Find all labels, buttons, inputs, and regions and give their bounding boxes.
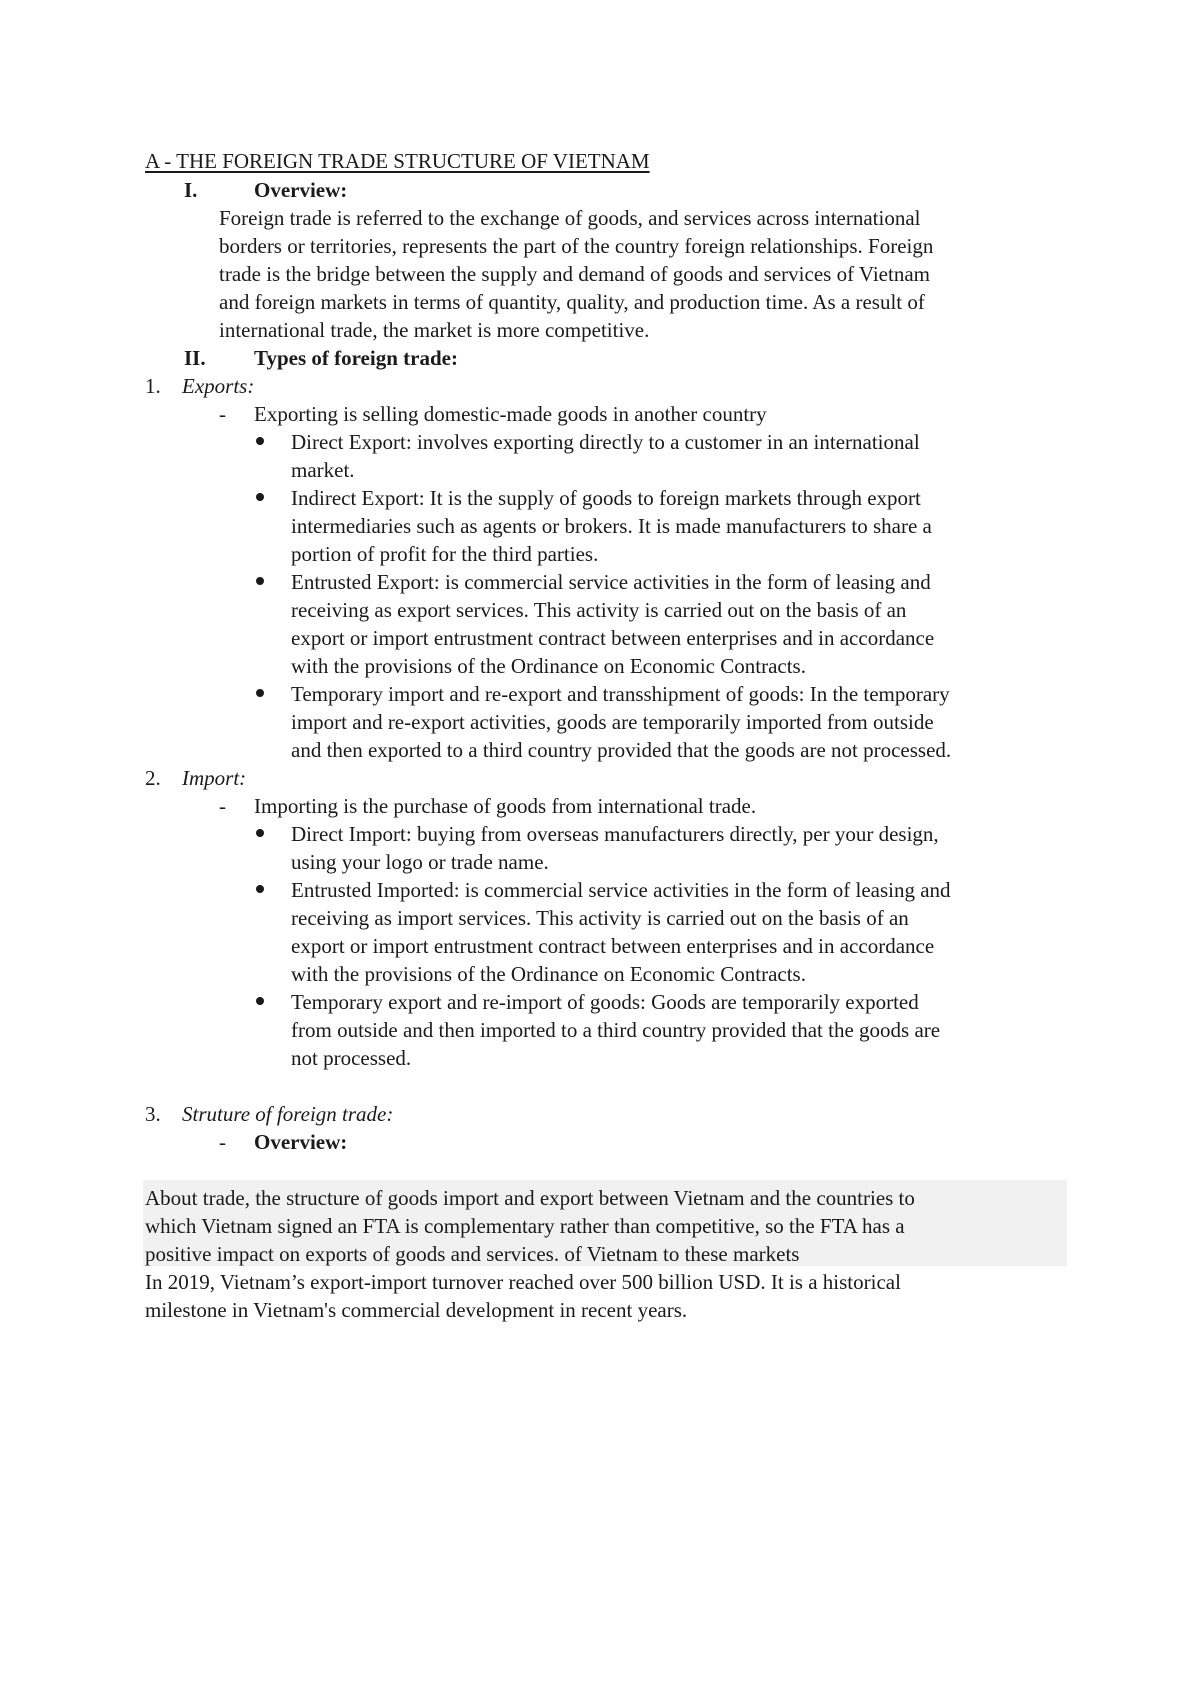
section-2-number: II.: [184, 346, 206, 370]
import-bullet-3-line: Temporary export and re-import of goods: Goods are temporarily exported: [291, 990, 919, 1014]
export-bullet-3-line: Entrusted Export: is commercial service activities in the form of leasing and: [291, 570, 931, 594]
import-bullet-3-line: not processed.: [291, 1046, 412, 1070]
bullet-icon: [256, 577, 264, 585]
export-bullet-4-line: import and re-export activities, goods are temporarily imported from outside: [291, 710, 934, 734]
structure-dash: -: [219, 1130, 226, 1154]
import-bullet-1-line: Direct Import: buying from overseas manufacturers directly, per your design,: [291, 822, 939, 846]
import-bullet-2-line: export or import entrustment contract between enterprises and in accordance: [291, 934, 935, 958]
export-bullet-2-line: intermediaries such as agents or brokers. It is made manufacturers to share a: [291, 514, 932, 538]
export-bullet-3-line: receiving as export services. This activity is carried out on the basis of an: [291, 598, 907, 622]
structure-label: Struture of foreign trade:: [182, 1102, 394, 1126]
shaded-paragraph-line: About trade, the structure of goods import and export between Vietnam and the countries to: [145, 1186, 915, 1210]
shaded-paragraph-line: which Vietnam signed an FTA is complementary rather than competitive, so the FTA has a: [145, 1214, 905, 1238]
section-1-number: I.: [184, 178, 198, 202]
import-bullet-1-line: using your logo or trade name.: [291, 850, 549, 874]
exports-dash: -: [219, 402, 226, 426]
shaded-paragraph-line: positive impact on exports of goods and services. of Vietnam to these markets: [145, 1242, 800, 1266]
export-bullet-2-line: portion of profit for the third parties.: [291, 542, 599, 566]
overview-line: trade is the bridge between the supply and demand of goods and services of Vietnam: [219, 262, 930, 286]
exports-label: Exports:: [182, 374, 255, 398]
overview-line: Foreign trade is referred to the exchange of goods, and services across international: [219, 206, 921, 230]
structure-sub-heading: Overview:: [254, 1130, 348, 1154]
import-bullet-2-line: receiving as import services. This activity is carried out on the basis of an: [291, 906, 909, 930]
bullet-icon: [256, 689, 264, 697]
turnover-paragraph-line: milestone in Vietnam's commercial development in recent years.: [145, 1298, 688, 1322]
export-bullet-2-line: Indirect Export: It is the supply of goods to foreign markets through export: [291, 486, 921, 510]
export-bullet-1-line: Direct Export: involves exporting directly to a customer in an international: [291, 430, 920, 454]
bullet-icon: [256, 885, 264, 893]
import-dash-text: Importing is the purchase of goods from international trade.: [254, 794, 757, 818]
export-bullet-3-line: with the provisions of the Ordinance on Economic Contracts.: [291, 654, 806, 678]
import-bullet-2-line: with the provisions of the Ordinance on Economic Contracts.: [291, 962, 806, 986]
bullet-icon: [256, 437, 264, 445]
exports-number: 1.: [145, 374, 161, 398]
import-number: 2.: [145, 766, 161, 790]
turnover-paragraph-line: In 2019, Vietnam’s export-import turnover reached over 500 billion USD. It is a historical: [145, 1270, 901, 1294]
import-bullet-3-line: from outside and then imported to a third country provided that the goods are: [291, 1018, 941, 1042]
overview-line: borders or territories, represents the part of the country foreign relationships. Foreign: [219, 234, 934, 258]
section-2-heading: Types of foreign trade:: [254, 346, 458, 370]
overview-line: and foreign markets in terms of quantity, quality, and production time. As a result of: [219, 290, 925, 314]
export-bullet-4-line: Temporary import and re-export and transshipment of goods: In the temporary: [291, 682, 950, 706]
section-1-heading: Overview:: [254, 178, 348, 202]
import-dash: -: [219, 794, 226, 818]
export-bullet-1-line: market.: [291, 458, 355, 482]
bullet-icon: [256, 829, 264, 837]
import-bullet-2-line: Entrusted Imported: is commercial service activities in the form of leasing and: [291, 878, 951, 902]
overview-line: international trade, the market is more competitive.: [219, 318, 650, 342]
bullet-icon: [256, 997, 264, 1005]
bullet-icon: [256, 493, 264, 501]
export-bullet-3-line: export or import entrustment contract between enterprises and in accordance: [291, 626, 935, 650]
document-title: A - THE FOREIGN TRADE STRUCTURE OF VIETNAM: [145, 149, 650, 173]
exports-dash-text: Exporting is selling domestic-made goods in another country: [254, 402, 767, 426]
import-label: Import:: [182, 766, 247, 790]
structure-number: 3.: [145, 1102, 161, 1126]
export-bullet-4-line: and then exported to a third country provided that the goods are not processed.: [291, 738, 952, 762]
